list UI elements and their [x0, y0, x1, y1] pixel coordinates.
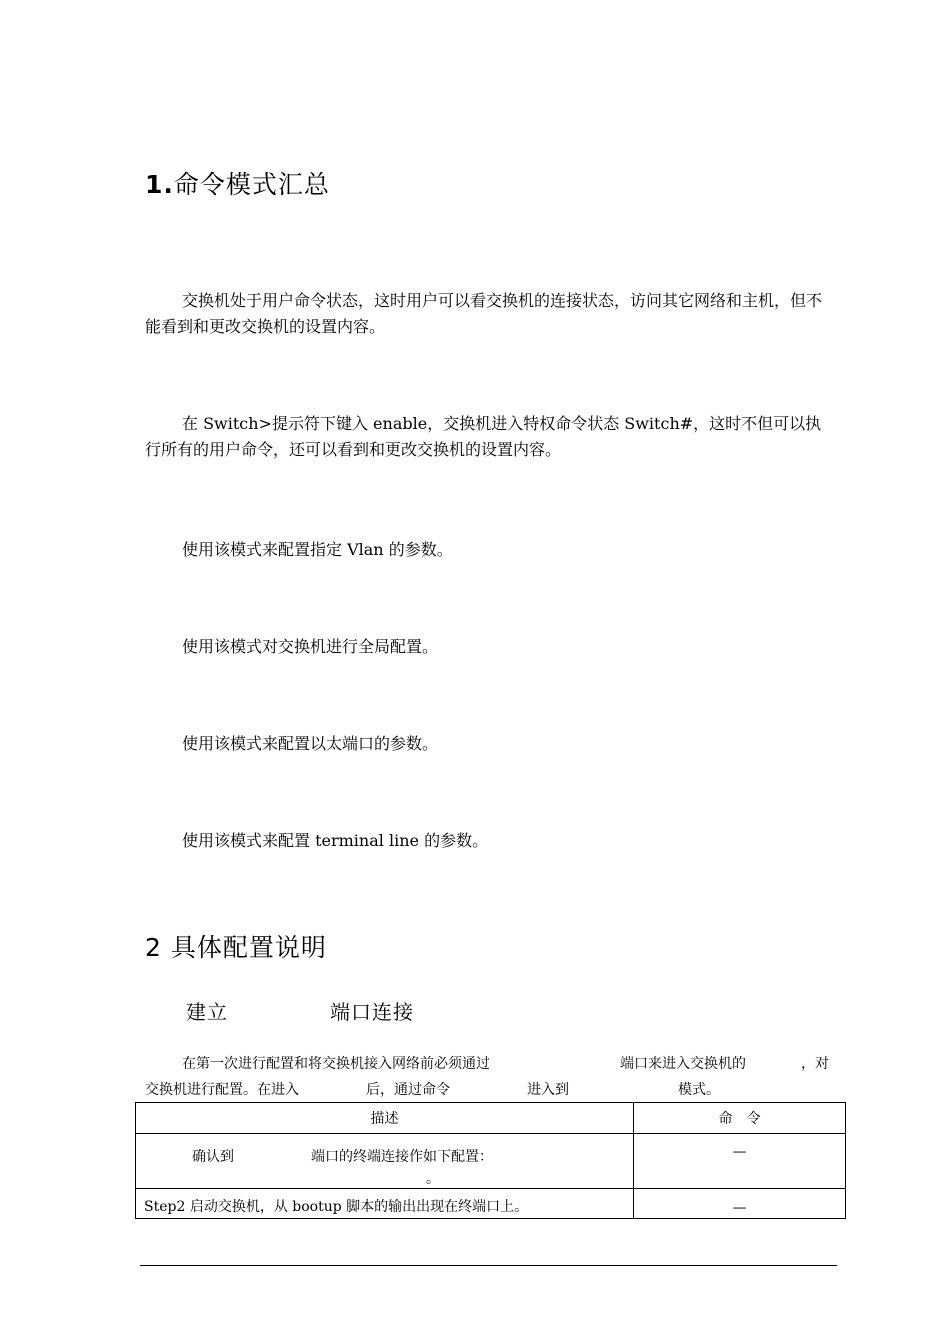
row1-command: —	[732, 1144, 747, 1160]
console-subheading-part2: 端口连接	[330, 1000, 414, 1024]
interface-mode-paragraph: 使用该模式来配置以太端口的参数。	[182, 734, 439, 753]
intro-line1-c: ，对	[801, 1056, 829, 1072]
table-header-row	[136, 1103, 846, 1134]
header-command-cell	[634, 1103, 846, 1134]
intro-line2-a: 交换机进行配置。在进入	[145, 1082, 299, 1098]
user-mode-paragraph: 交换机处于用户命令状态，这时用户可以看交换机的连接状态，访问其它网络和主机，但不能看到和更改交换机的设置内容。	[145, 291, 823, 336]
row2-description-cell	[136, 1189, 634, 1219]
vlan-mode-paragraph: 使用该模式来配置指定 Vlan 的参数。	[182, 540, 453, 559]
intro-line2-c: 进入到	[527, 1082, 569, 1098]
header-command: 命 令	[718, 1111, 761, 1127]
row2-command: —	[732, 1200, 747, 1216]
global-config-paragraph: 使用该模式对交换机进行全局配置。	[182, 637, 439, 656]
section-1-title: 命令模式汇总	[173, 170, 330, 199]
row1-command-cell	[634, 1134, 846, 1189]
row1-desc-a: 确认到	[192, 1149, 234, 1165]
intro-line1-b: 端口来进入交换机的	[620, 1056, 746, 1072]
line-mode-paragraph: 使用该模式来配置 terminal line 的参数。	[182, 831, 489, 850]
section-1-heading	[145, 165, 330, 201]
row1-description-cell	[136, 1134, 634, 1189]
header-description: 描述	[370, 1111, 399, 1127]
console-subheading-part1: 建立	[186, 1000, 228, 1024]
privileged-mode-paragraph: 在 Switch>提示符下键入 enable，交换机进入特权命令状态 Switch#，这时不但可以执行所有的用户命令，还可以看到和更改交换机的设置内容。	[145, 414, 822, 459]
section-2-heading: 2 具体配置说明	[145, 933, 327, 962]
footer-divider	[140, 1265, 837, 1266]
section-1-number: 1.	[145, 170, 174, 199]
row2-description: Step2 启动交换机，从 bootup 脚本的输出出现在终端口上。	[144, 1199, 529, 1215]
intro-line1-a: 在第一次进行配置和将交换机接入网络前必须通过	[182, 1056, 490, 1072]
table-row	[136, 1189, 846, 1219]
row1-desc-c: 。	[426, 1171, 440, 1187]
row2-command-cell	[634, 1189, 846, 1219]
intro-line2-d: 模式。	[678, 1082, 720, 1098]
table-row	[136, 1134, 846, 1189]
row1-desc-b: 端口的终端连接作如下配置：	[311, 1149, 493, 1165]
header-description-cell	[136, 1103, 634, 1134]
config-steps-table	[135, 1102, 846, 1219]
intro-line2-b: 后，通过命令	[366, 1082, 450, 1098]
